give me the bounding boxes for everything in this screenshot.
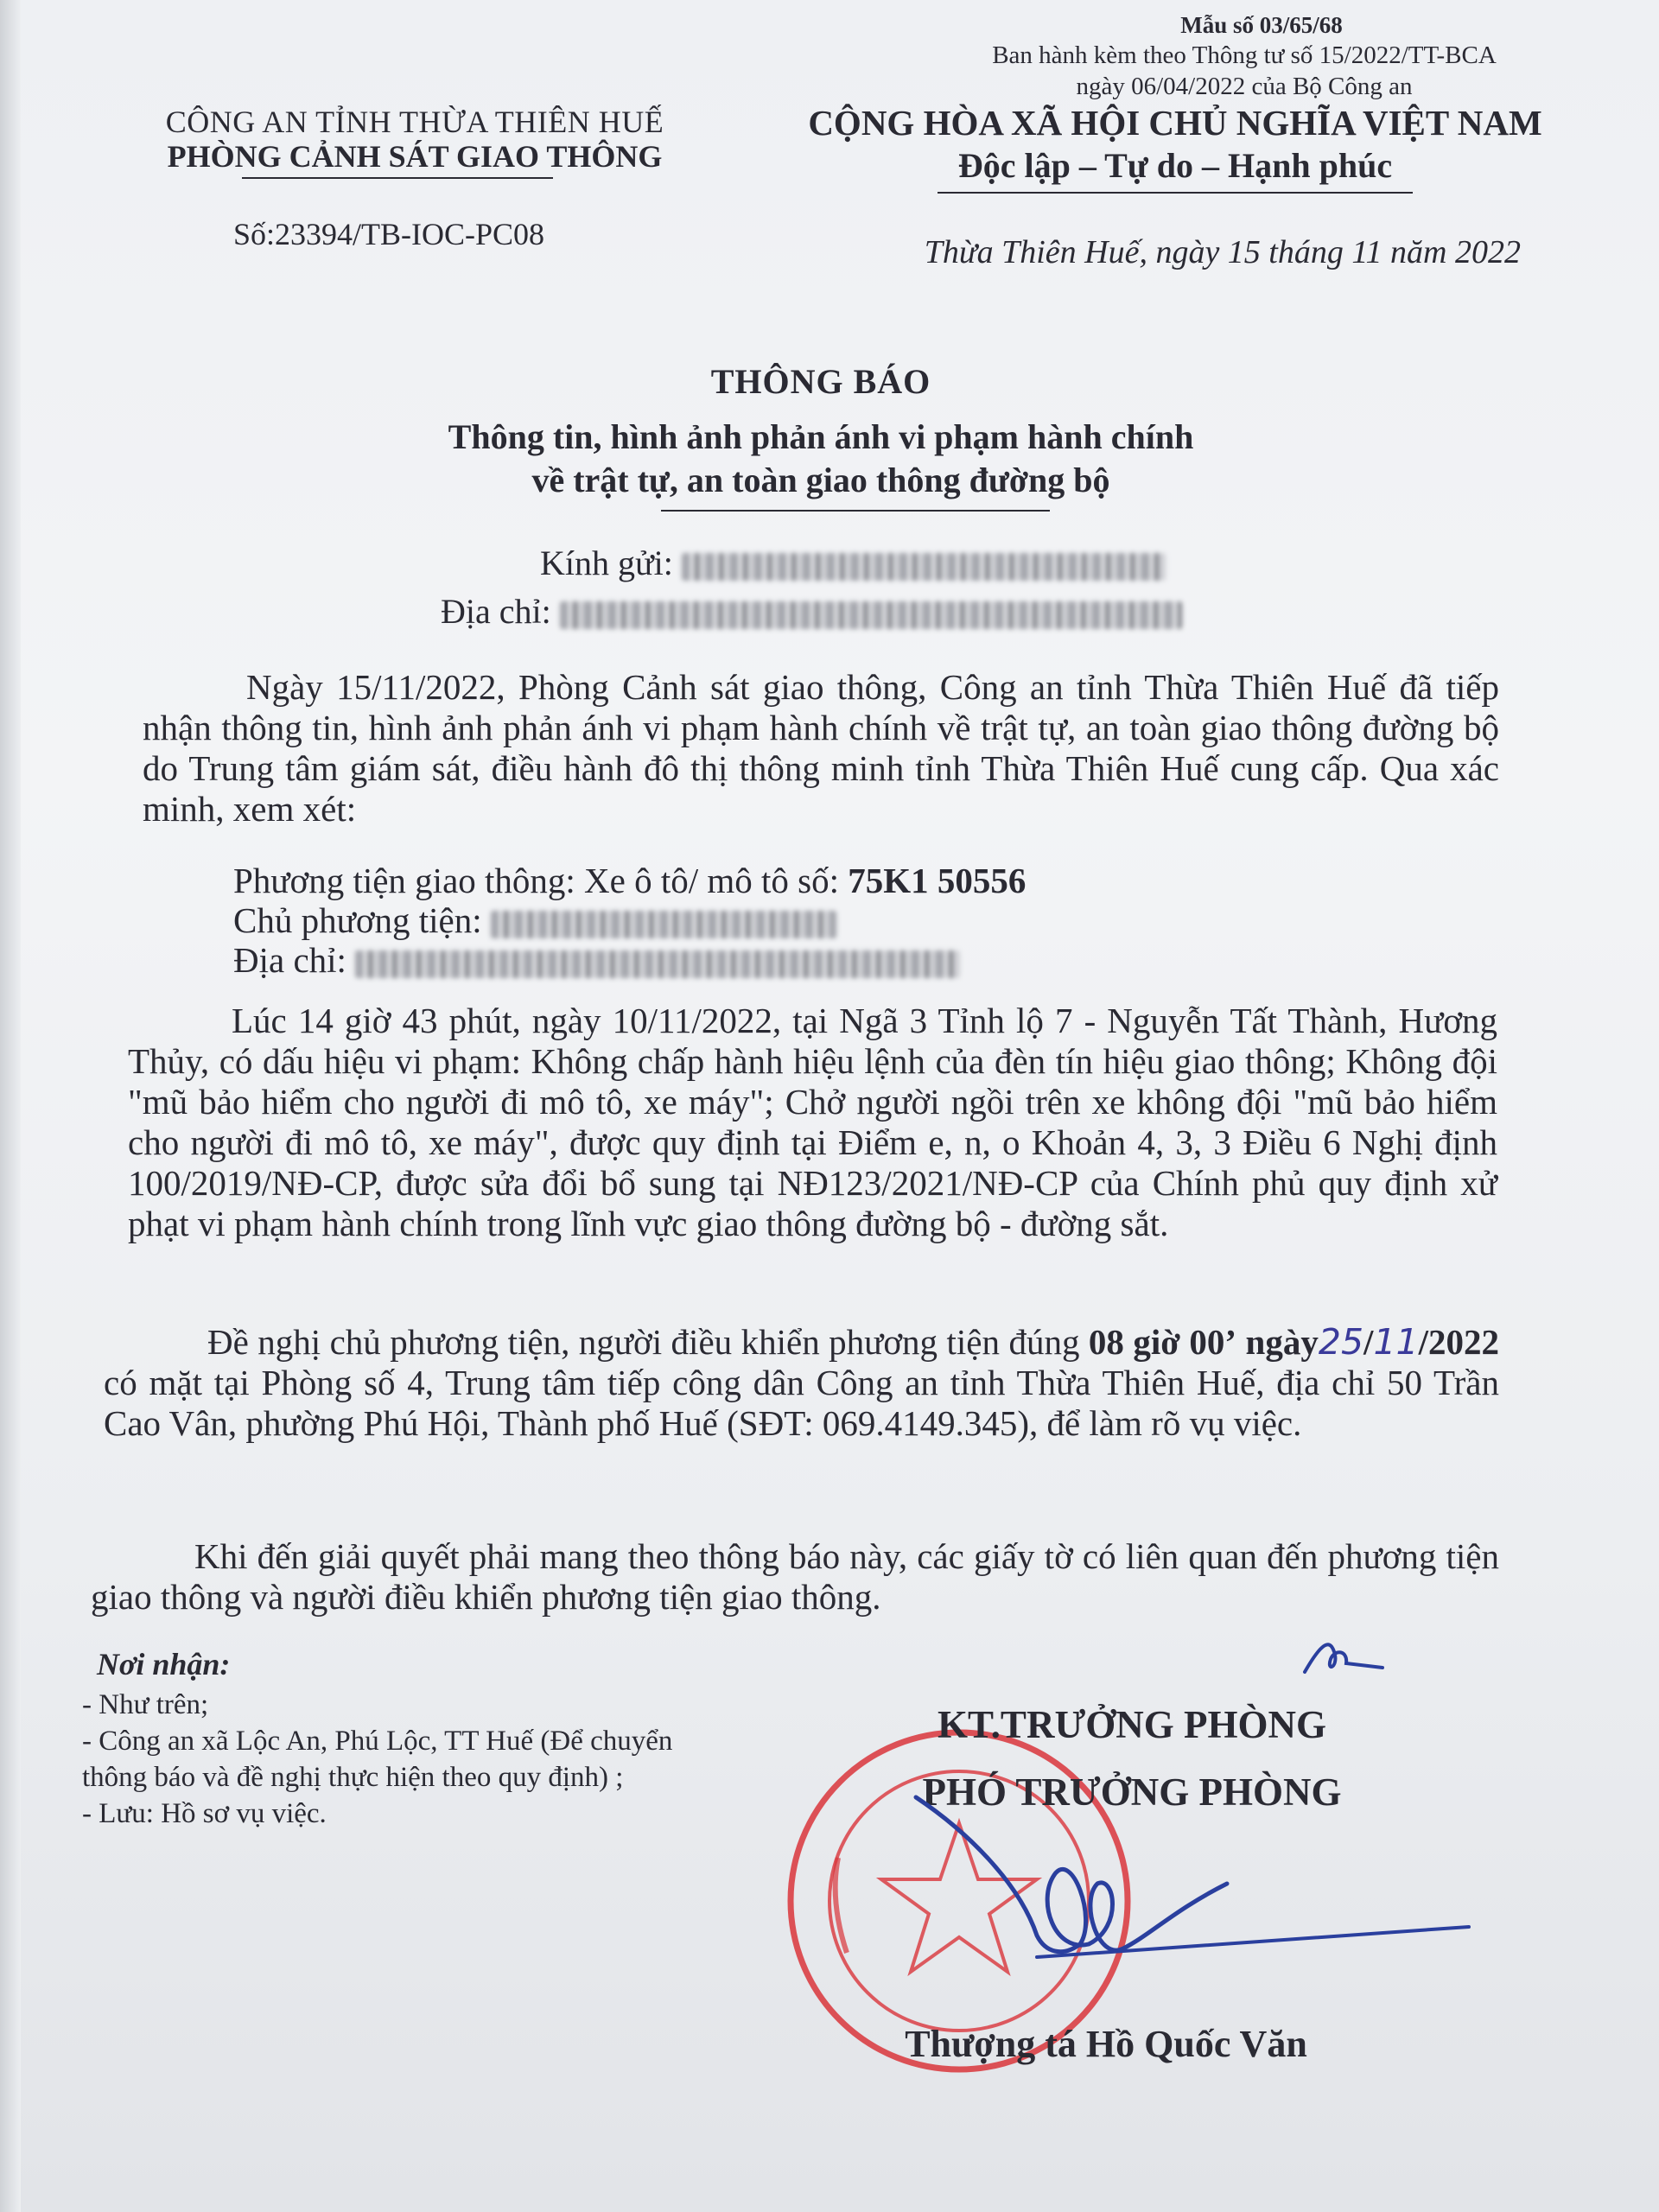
signature-title-line1: KT.TRƯỞNG PHÒNG: [938, 1703, 1326, 1746]
owner-label: Chủ phương tiện:: [233, 900, 482, 940]
form-code: Mẫu số 03/65/68: [1180, 12, 1343, 38]
violation-paragraph: Lúc 14 giờ 43 phút, ngày 10/11/2022, tại Ngã 3 Tỉnh lộ 7 - Nguyễn Tất Thành, Hương Thủy, có dấu hiệu vi phạm: Không chấp hành hiệu lệnh của đèn tín hiệu giao thông; Không đội "mũ bảo hiểm cho người đi mô tô, xe máy"; Chở người ngồi trên xe không đội "mũ bảo hiểm cho người đi mô tô, xe máy", được quy định tại Điểm e, n, o Khoản 4, 3, 3 Điều 6 Nghị định 100/2019/NĐ-CP, được sửa đổi bổ sung tại NĐ123/2021/NĐ-CP của Chính phủ quy định xử phạt vi phạm hành chính trong lĩnh vực giao thông đường bộ - đường sắt.: [128, 1001, 1497, 1243]
form-note-line2: ngày 06/04/2022 của Bộ Công an: [1076, 73, 1413, 100]
request-text-start: Đề nghị chủ phương tiện, người điều khiển phương tiện đúng: [207, 1322, 1089, 1362]
owner-line: [233, 900, 1503, 940]
appointment-year: /2022: [1418, 1322, 1500, 1362]
vehicle-details: [233, 861, 1503, 980]
handwritten-month: 11: [1373, 1321, 1419, 1363]
redacted-recipient-name: [682, 553, 1166, 581]
handwritten-signature: [864, 1780, 1486, 1979]
recipients-title: Nơi nhận:: [97, 1647, 231, 1681]
signer-name: Thượng tá Hồ Quốc Văn: [905, 2023, 1307, 2065]
page-fold-shadow: [0, 0, 21, 2212]
document-title: THÔNG BÁO: [710, 362, 931, 401]
form-note-line1: Ban hành kèm theo Thông tư số 15/2022/TT-BCA: [992, 41, 1497, 69]
owner-address-label: Địa chỉ:: [233, 940, 346, 980]
date-separator: /: [1363, 1322, 1374, 1362]
redacted-recipient-address: [560, 601, 1182, 629]
appointment-time: 08 giờ 00’: [1088, 1322, 1237, 1362]
vehicle-label: Phương tiện giao thông: Xe ô tô/ mô tô số:: [233, 861, 840, 900]
recipients-list: [82, 1687, 739, 1832]
intro-paragraph: Ngày 15/11/2022, Phòng Cảnh sát giao thông, Công an tỉnh Thừa Thiên Huế đã tiếp nhận thông tin, hình ảnh phản ánh vi phạm hành chính về trật tự, an toàn giao thông đường bộ do Trung tâm giám sát, điều hành đô thị thông minh tỉnh Thừa Thiên Huế cung cấp. Qua xác minh, xem xét:: [143, 667, 1499, 829]
recipient-address: [441, 591, 1182, 632]
subtitle-underline: [661, 510, 1050, 512]
redacted-owner-address: [355, 950, 960, 978]
owner-address-line: [233, 940, 1503, 980]
agency-underline: [242, 177, 553, 179]
request-text-end: có mặt tại Phòng số 4, Trung tâm tiếp công dân Công an tỉnh Thừa Thiên Huế, địa chỉ 50 Trần Cao Vân, phường Phú Hội, Thành phố Huế (SĐT: 069.4149.345), để làm rõ vụ việc.: [104, 1363, 1499, 1443]
greeting-label: Kính gửi:: [540, 543, 673, 582]
place-date: Thừa Thiên Huế, ngày 15 tháng 11 năm 2022: [924, 234, 1521, 270]
closing-paragraph: Khi đến giải quyết phải mang theo thông báo này, các giấy tờ có liên quan đến phương tiện giao thông và người điều khiển phương tiện giao thông.: [91, 1536, 1499, 1617]
document-subtitle-line2: về trật tự, an toàn giao thông đường bộ: [531, 461, 1110, 499]
department-name: PHÒNG CẢNH SÁT GIAO THÔNG: [167, 139, 663, 174]
recipient-item: - Như trên;: [82, 1689, 209, 1720]
national-title: CỘNG HÒA XÃ HỘI CHỦ NGHĨA VIỆT NAM: [808, 103, 1542, 143]
handwritten-day: 25: [1318, 1321, 1364, 1363]
license-plate: 75K1 50556: [848, 861, 1027, 900]
address-label: Địa chỉ:: [441, 592, 551, 631]
request-paragraph: [104, 1322, 1499, 1444]
recipient-greeting: [540, 543, 1166, 583]
motto-underline: [938, 192, 1413, 194]
document-number: Số:23394/TB-IOC-PC08: [233, 217, 545, 251]
handwritten-initial: [1296, 1624, 1391, 1685]
appointment-day-label: ngày: [1245, 1322, 1319, 1362]
recipient-item: - Công an xã Lộc An, Phú Lộc, TT Huế (Để chuyển thông báo và đề nghị thực hiện theo quy định) ;: [82, 1726, 673, 1793]
redacted-owner-name: [491, 911, 836, 938]
recipient-item: - Lưu: Hồ sơ vụ việc.: [82, 1798, 327, 1829]
vehicle-line: [233, 861, 1503, 900]
document-subtitle-line1: Thông tin, hình ảnh phản ánh vi phạm hành chính: [448, 417, 1194, 456]
national-motto: Độc lập – Tự do – Hạnh phúc: [957, 146, 1393, 185]
agency-name: CÔNG AN TỈNH THỪA THIÊN HUẾ: [165, 105, 664, 139]
signature-title-line2: PHÓ TRƯỞNG PHÒNG: [922, 1770, 1342, 1814]
